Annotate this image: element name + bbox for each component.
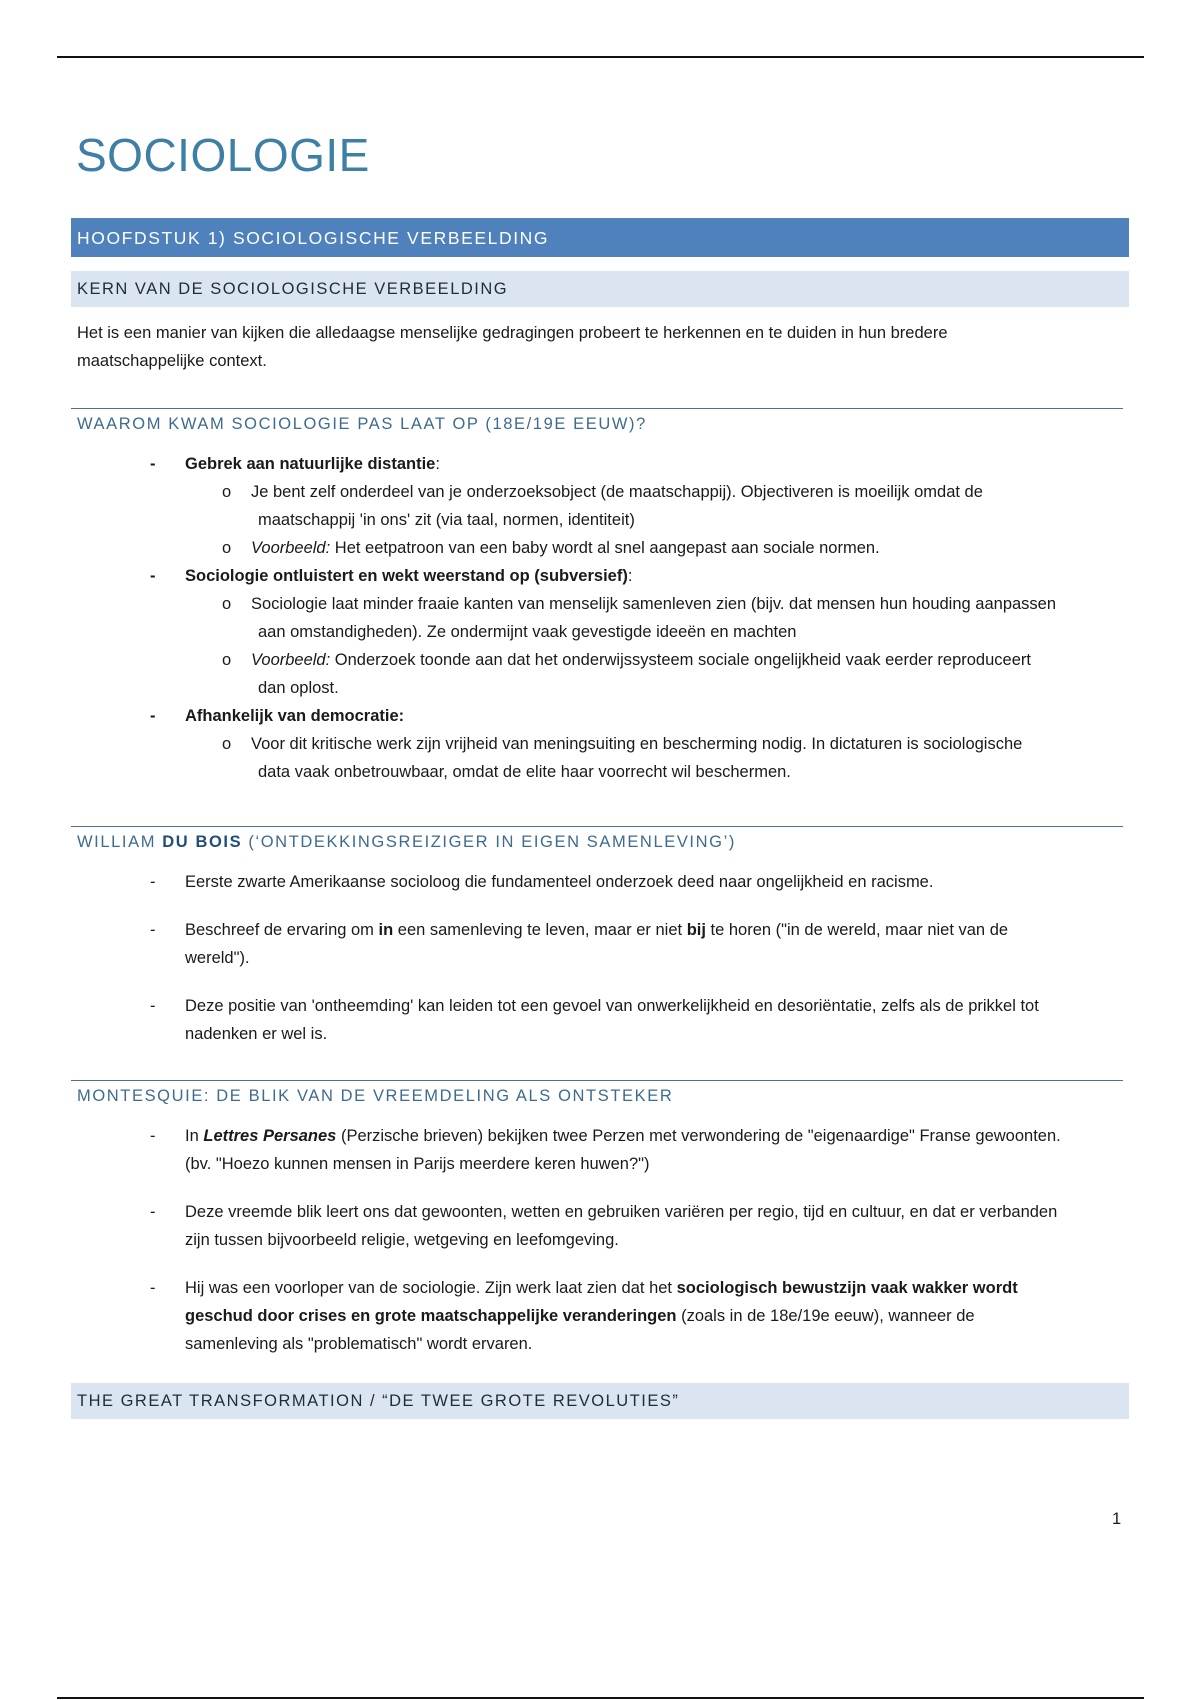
sub-list-item: [0, 730, 1200, 786]
list-item: [0, 1198, 1200, 1254]
sub-item-text: Voor dit kritische werk zijn vrijheid van meningsuiting en bescherming nodig. In dictaturen is sociologische data vaak onbetrouwbaar, omdat de elite haar voorrecht wil beschermen.: [251, 735, 1023, 781]
circle-bullet: o: [222, 651, 232, 669]
circle-bullet: o: [222, 595, 232, 613]
example-prefix: Voorbeeld:: [251, 539, 331, 557]
text-part: Hij was een voorloper van de sociologie. Zijn werk laat zien dat het: [185, 1279, 677, 1297]
list-item-text: Deze vreemde blik leert ons dat gewoonten, wetten en gebruiken variëren per regio, tijd en cultuur, en dat er verbanden zijn tussen bijvoorbeeld religie, wetgeving en leefomgeving.: [185, 1203, 1058, 1249]
text-part: een samenleving te leven, maar er niet: [393, 921, 687, 939]
list-item: [0, 450, 1200, 478]
list-item-label-suffix: :: [627, 567, 633, 585]
montesquie-list: [0, 1122, 1200, 1358]
list-item-text: Eerste zwarte Amerikaanse socioloog die fundamenteel onderzoek deed naar ongelijkheid en racisme.: [185, 873, 934, 891]
kern-paragraph: Het is een manier van kijken die alledaagse menselijke gedragingen probeert te herkennen en te duiden in hun bredere maatschappelijke context.: [77, 324, 948, 370]
sub-list-item: [0, 478, 1200, 534]
section-heading-waarom: WAAROM KWAM SOCIOLOGIE PAS LAAT OP (18E/19E EEUW)?: [71, 408, 1123, 440]
sub-item-text: Je bent zelf onderdeel van je onderzoeksobject (de maatschappij). Objectiveren is moeilijk omdat de maatschappij 'in ons' zit (via taal, normen, identiteit): [251, 483, 983, 529]
dash-bullet: -: [150, 873, 156, 891]
sub-list-item: [0, 590, 1200, 646]
dash-bullet: -: [150, 1203, 156, 1221]
dash-bullet: -: [150, 1127, 156, 1145]
section-heading-great-transformation: THE GREAT TRANSFORMATION / “DE TWEE GROTE REVOLUTIES”: [71, 1383, 1129, 1419]
bold-part: sociologisch bewustzijn vaak wakker wordt geschud door crises en grote maatschappelijke veranderingen: [185, 1279, 1018, 1325]
example-prefix: Voorbeeld:: [251, 651, 331, 669]
bold-part: in: [378, 921, 394, 939]
list-item-label-suffix: :: [435, 455, 440, 473]
list-item-text: [185, 1274, 1065, 1358]
heading-part: (‘ONTDEKKINGSREIZIGER IN EIGEN SAMENLEVING’): [242, 833, 736, 851]
list-item: [0, 992, 1200, 1048]
list-item: [0, 702, 1200, 730]
list-item: [0, 868, 1200, 896]
section-heading-dubois: [71, 826, 1123, 858]
sub-item-text: Onderzoek toonde aan dat het onderwijssysteem sociale ongelijkheid vaak eerder reproduceert dan oplost.: [258, 651, 1031, 697]
circle-bullet: o: [222, 735, 232, 753]
document-title: SOCIOLOGIE: [76, 129, 370, 181]
list-item-label: Gebrek aan natuurlijke distantie: [185, 455, 436, 473]
waarom-list: [0, 450, 1200, 786]
dash-bullet: -: [150, 997, 156, 1015]
dash-bullet: -: [150, 567, 156, 585]
chapter-heading: HOOFDSTUK 1) SOCIOLOGISCHE VERBEELDING: [71, 218, 1129, 257]
bold-part: bij: [686, 921, 706, 939]
dash-bullet: -: [150, 921, 156, 939]
list-item-text: [185, 1122, 1065, 1178]
list-item-text: Deze positie van 'ontheemding' kan leiden tot een gevoel van onwerkelijkheid en desoriëntatie, zelfs als de prikkel tot nadenken er wel is.: [185, 997, 1039, 1043]
section-heading-kern: KERN VAN DE SOCIOLOGISCHE VERBEELDING: [71, 271, 1129, 307]
text-part: te horen ("in de wereld, maar niet van de wereld").: [185, 921, 1009, 967]
sub-item-text: Het eetpatroon van een baby wordt al snel aangepast aan sociale normen.: [330, 539, 880, 557]
list-item: [0, 562, 1200, 590]
text-part: Beschreef de ervaring om: [185, 921, 379, 939]
list-item: [0, 1274, 1200, 1358]
heading-part: WILLIAM: [77, 833, 163, 851]
header-rule: [57, 56, 1144, 58]
sub-list-item: [0, 534, 1200, 562]
dubois-list: [0, 868, 1200, 1048]
dash-bullet: -: [150, 455, 156, 473]
footer-rule: [57, 1697, 1144, 1699]
sub-item-text: Sociologie laat minder fraaie kanten van menselijk samenleven zien (bijv. dat mensen hun houding aanpassen aan omstandigheden). Ze ondermijnt vaak gevestigde ideeën en machten: [251, 595, 1057, 641]
dash-bullet: -: [150, 1279, 156, 1297]
section-heading-montesquie: MONTESQUIE: DE BLIK VAN DE VREEMDELING ALS ONTSTEKER: [71, 1080, 1123, 1112]
list-item-label: Afhankelijk van democratie:: [185, 707, 405, 725]
list-item: [0, 1122, 1200, 1178]
circle-bullet: o: [222, 539, 232, 557]
dash-bullet: -: [150, 707, 156, 725]
circle-bullet: o: [222, 483, 232, 501]
heading-bold-name: DU BOIS: [162, 833, 243, 851]
list-item: [0, 916, 1200, 972]
list-item-text: [185, 916, 1065, 972]
sub-list-item: [0, 646, 1200, 702]
text-part: In: [185, 1127, 204, 1145]
page-number: 1: [1112, 1510, 1122, 1528]
text-part: (zoals in de 18e/19e eeuw), wanneer de samenleving als "problematisch" wordt ervaren.: [185, 1307, 975, 1353]
list-item-label: Sociologie ontluistert en wekt weerstand op (subversief): [185, 567, 628, 585]
text-part: (Perzische brieven) bekijken twee Perzen met verwondering de "eigenaardige" Franse gewoonten. (bv. "Hoezo kunnen mensen in Parijs meerdere keren huwen?"): [185, 1127, 1061, 1173]
book-title: Lettres Persanes: [203, 1127, 337, 1145]
